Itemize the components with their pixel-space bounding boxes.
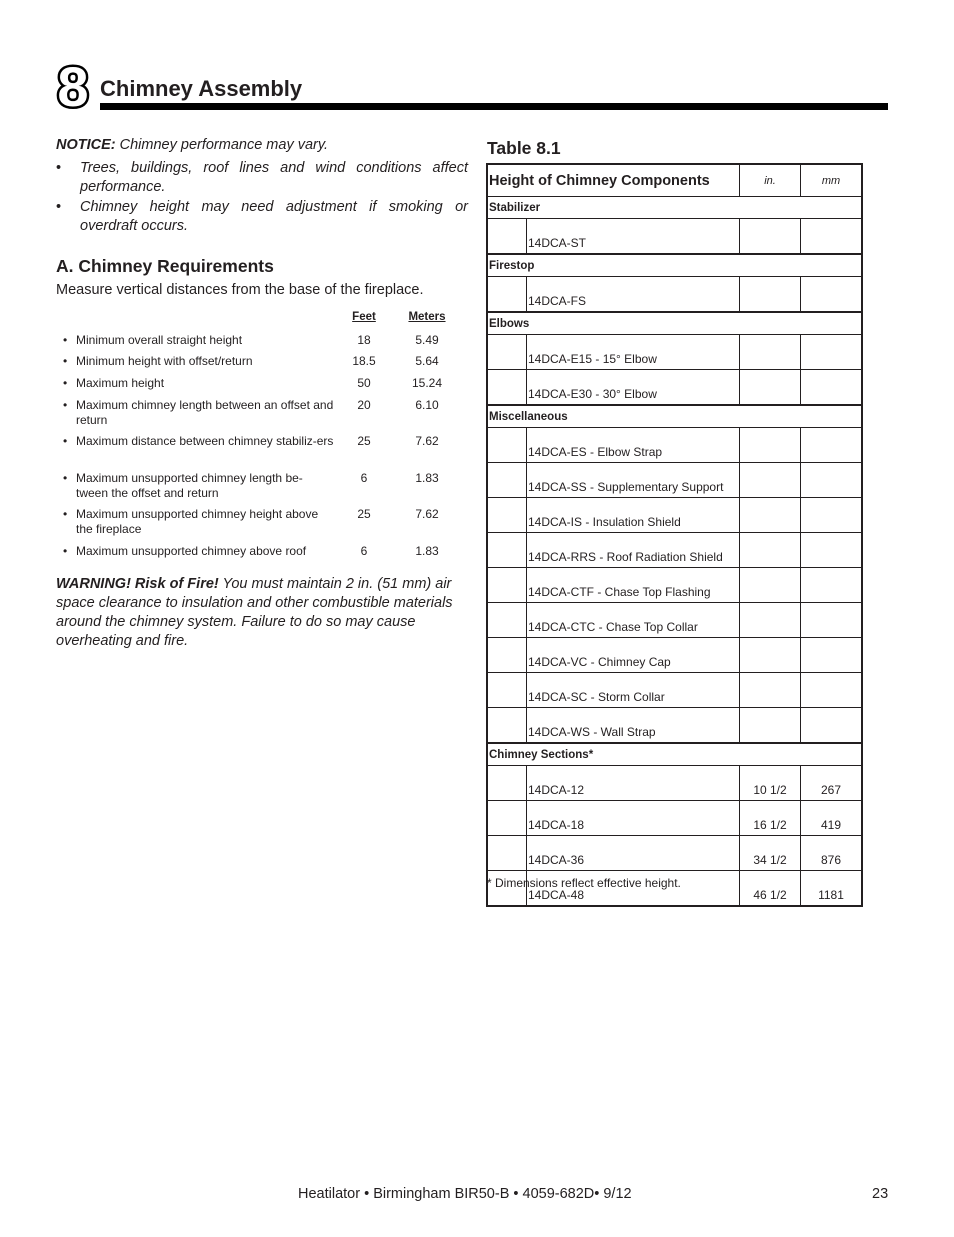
height-in: 34 1/2	[740, 836, 801, 871]
table-title: Table 8.1	[487, 138, 561, 158]
component-name: 14DCA-18	[527, 801, 740, 836]
meters-value: 7.62	[415, 507, 439, 521]
fire-warning	[56, 575, 470, 651]
table-header: Height of Chimney Components	[487, 164, 740, 197]
unit-mm: mm	[801, 164, 863, 197]
height-mm: 1181	[801, 871, 863, 907]
meters-value: 7.62	[415, 434, 439, 448]
table-row	[487, 638, 862, 673]
table-row	[487, 568, 862, 603]
table-header-row	[487, 164, 862, 197]
table-row	[487, 708, 862, 744]
feet-value: 50	[357, 376, 371, 390]
category-misc: Miscellaneous	[487, 405, 862, 428]
component-name: 14DCA-IS - Insulation Shield	[527, 498, 740, 533]
category-sections: Chimney Sections*	[487, 743, 862, 766]
component-name: 14DCA-ST	[527, 219, 740, 255]
component-name: 14DCA-SC - Storm Collar	[527, 673, 740, 708]
col-meters-header: Meters	[408, 311, 446, 323]
feet-value: 25	[357, 507, 371, 521]
table-row	[487, 219, 862, 255]
table-row	[487, 428, 862, 463]
component-name: 14DCA-E15 - 15° Elbow	[527, 335, 740, 370]
bullet-text: Chimney height may need adjustment if smoking or overdraft occurs.	[80, 199, 468, 234]
component-name: 14DCA-CTF - Chase Top Flashing	[527, 568, 740, 603]
notice-bullet: • Trees, buildings, roof lines and wind conditions affect performance.	[56, 160, 468, 195]
warning-label: WARNING! Risk of Fire!	[56, 576, 219, 592]
requirement-text: Maximum height	[76, 376, 165, 390]
height-in: 16 1/2	[740, 801, 801, 836]
table-row	[487, 801, 862, 836]
component-name: 14DCA-E30 - 30° Elbow	[527, 370, 740, 406]
feet-value: 6	[360, 544, 368, 558]
meters-value: 1.83	[415, 544, 439, 558]
component-name: 14DCA-FS	[527, 277, 740, 313]
bullet-text: Trees, buildings, roof lines and wind conditions affect performance.	[80, 160, 468, 195]
category-elbows: Elbows	[487, 312, 862, 335]
table-row	[487, 463, 862, 498]
meters-value: 6.10	[415, 398, 439, 412]
category-firestop: Firestop	[487, 254, 862, 277]
notice	[56, 136, 468, 155]
component-name: 14DCA-12	[527, 766, 740, 801]
component-name: 14DCA-48	[527, 871, 740, 907]
table-row	[487, 277, 862, 313]
table-row	[487, 335, 862, 370]
table-row	[487, 533, 862, 568]
requirement-text: Maximum unsupported chimney height above the fireplace	[76, 507, 319, 536]
svg-text:8: 8	[57, 62, 89, 110]
height-in: 46 1/2	[740, 871, 801, 907]
components-table	[486, 163, 863, 907]
requirement-text: Minimum overall straight height	[76, 333, 243, 347]
height-mm: 419	[801, 801, 863, 836]
component-name: 14DCA-36	[527, 836, 740, 871]
table-row	[487, 673, 862, 708]
meters-value: 5.49	[415, 333, 439, 347]
notice-label: NOTICE:	[56, 137, 116, 153]
feet-value: 6	[360, 471, 368, 485]
meters-value: 15.24	[411, 376, 443, 390]
meters-value: 1.83	[415, 471, 439, 485]
meters-value: 5.64	[415, 354, 439, 368]
requirement-text: Maximum distance between chimney stabiliz-ers	[76, 434, 334, 448]
table-row	[487, 603, 862, 638]
component-name: 14DCA-RRS - Roof Radiation Shield	[527, 533, 740, 568]
page-title: Chimney Assembly	[100, 76, 303, 101]
page-footer: Heatilator • Birmingham BIR50-B • 4059-682D• 9/12	[298, 1186, 632, 1202]
table-row	[487, 370, 862, 406]
feet-value: 18	[357, 333, 371, 347]
height-mm: 876	[801, 836, 863, 871]
section-heading: A. Chimney Requirements	[56, 256, 274, 276]
requirement-text: Maximum chimney length between an offset and return	[76, 398, 334, 427]
category-stabilizer: Stabilizer	[487, 197, 862, 219]
table-row	[487, 498, 862, 533]
title-rule	[100, 103, 888, 110]
requirement-text: Maximum unsupported chimney above roof	[76, 544, 307, 558]
component-name: 14DCA-WS - Wall Strap	[527, 708, 740, 744]
notice-text: Chimney performance may vary.	[115, 137, 329, 153]
component-name: 14DCA-SS - Supplementary Support	[527, 463, 740, 498]
feet-value: 25	[357, 434, 371, 448]
height-in: 10 1/2	[740, 766, 801, 801]
feet-value: 18.5	[352, 354, 376, 368]
warning-text: You must maintain 2 in. (51 mm) air space clearance to insulation and other combustible materials around the chimney system. Failure to do so may cause overheating and fire.	[56, 576, 453, 649]
requirement-text: Maximum unsupported chimney length be-tween the offset and return	[76, 471, 303, 500]
requirement-text: Minimum height with offset/return	[76, 354, 253, 368]
component-name: 14DCA-VC - Chimney Cap	[527, 638, 740, 673]
component-name: 14DCA-ES - Elbow Strap	[527, 428, 740, 463]
section-number	[56, 62, 90, 110]
intro-text: Measure vertical distances from the base of the fireplace.	[56, 282, 424, 298]
unit-in: in.	[740, 164, 801, 197]
table-row	[487, 766, 862, 801]
component-name: 14DCA-CTC - Chase Top Collar	[527, 603, 740, 638]
height-mm: 267	[801, 766, 863, 801]
page-number: 23	[872, 1186, 889, 1202]
col-feet-header: Feet	[352, 311, 376, 323]
table-row	[487, 836, 862, 871]
table-footnote: * Dimensions reflect effective height.	[487, 876, 681, 890]
feet-value: 20	[357, 398, 371, 412]
notice-bullet: • Chimney height may need adjustment if smoking or overdraft occurs.	[56, 199, 468, 234]
